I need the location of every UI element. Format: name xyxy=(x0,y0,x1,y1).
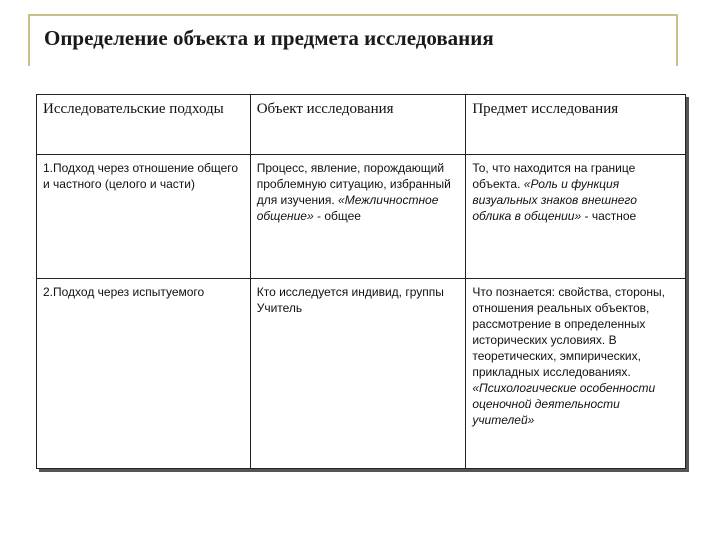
approach-cell xyxy=(37,279,251,469)
subject-tail: - частное xyxy=(581,209,637,223)
subject-example: «Психологические особенности оценочной деятельности учителей» xyxy=(472,381,656,427)
slide-title: Определение объекта и предмета исследования xyxy=(44,26,494,50)
subject-text: То, что находится на границе объекта. xyxy=(472,161,636,191)
approach-text: 2.Подход через испытуемого xyxy=(43,285,205,299)
object-cell xyxy=(250,155,466,279)
object-cell xyxy=(250,279,466,469)
table-row xyxy=(37,155,686,279)
research-table xyxy=(36,94,686,469)
object-text: Процесс, явление, порождающий проблемную ситуацию, избранный для изучения. xyxy=(256,161,451,207)
object-text: Кто исследуется индивид, группы Учитель xyxy=(256,285,444,315)
header-subject: Предмет исследования xyxy=(466,95,686,155)
header-object: Объект исследования xyxy=(250,95,466,155)
header-approaches: Исследовательские подходы xyxy=(37,95,251,155)
subject-example: «Роль и функция визуальных знаков внешнего облика в общении» xyxy=(472,177,637,223)
subject-text: Что познается: свойства, стороны, отношения реальных объектов, рассмотрение в определенных исторических условиях. В теоретических, эмпирических, прикладных исследованиях. xyxy=(472,285,666,379)
subject-cell xyxy=(466,155,686,279)
approach-text: 1.Подход через отношение общего и частного (целого и части) xyxy=(43,161,239,191)
subject-cell xyxy=(466,279,686,469)
approach-cell xyxy=(37,155,251,279)
object-tail: - общее xyxy=(313,209,361,223)
object-example: «Межличностное общение» xyxy=(256,193,439,223)
table-row xyxy=(37,279,686,469)
table-header-row xyxy=(37,95,686,155)
